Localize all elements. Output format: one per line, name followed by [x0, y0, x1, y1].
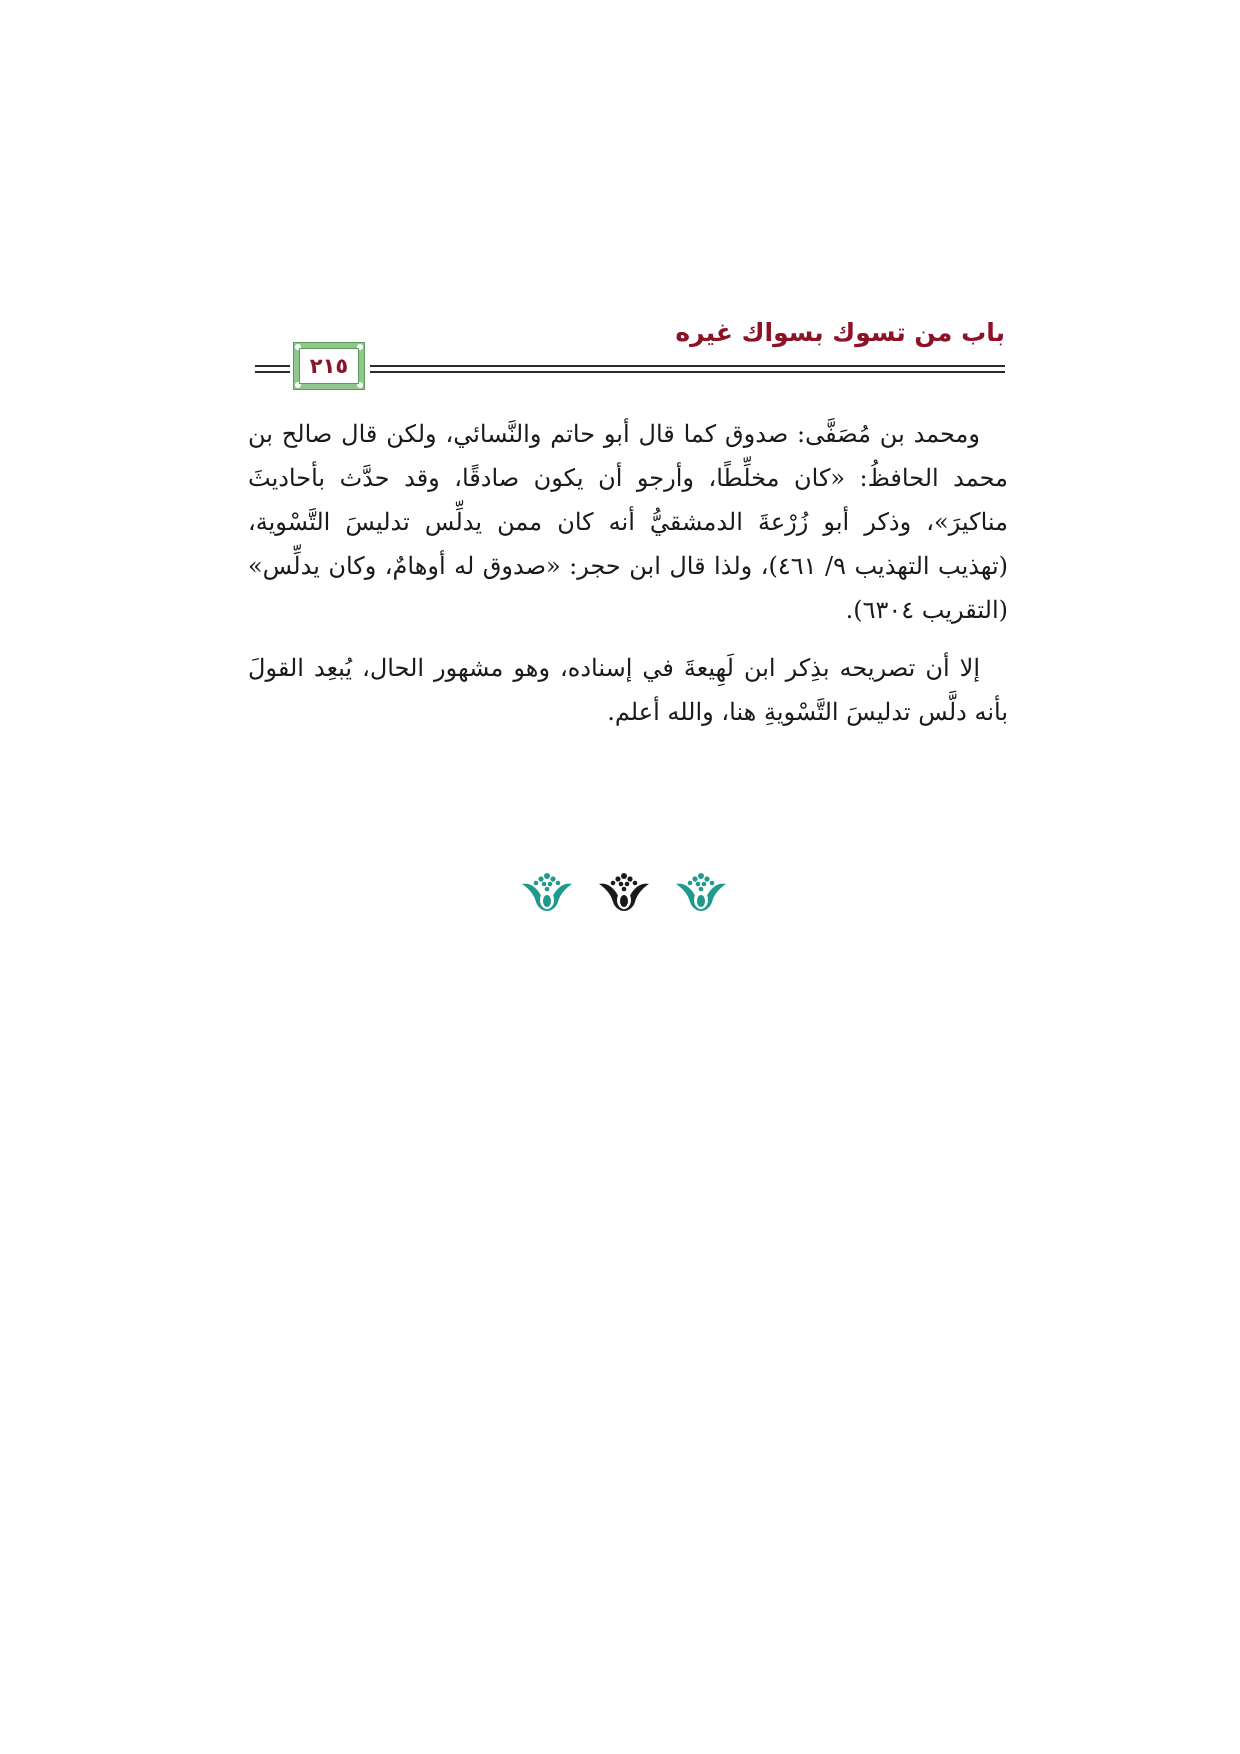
body-text: [248, 412, 1008, 734]
paragraph: إلا أن تصريحه بذِكر ابن لَهِيعةَ في إسناده، وهو مشهور الحال، يُبعِد القولَ بأنه دلَّس تدليسَ التَّسْويةِ هنا، والله أعلم.: [248, 654, 1008, 726]
page-number: ٢١٥: [299, 348, 359, 384]
floral-ornament-icon: [674, 870, 728, 912]
chapter-title: باب من تسوك بسواك غيره: [675, 318, 1005, 347]
header-rule-left: [255, 365, 290, 373]
header-rule-right: [370, 365, 1005, 373]
section-end-ornament: [520, 870, 728, 912]
paragraph: ومحمد بن مُصَفَّى: صدوق كما قال أبو حاتم والنَّسائي، ولكن قال صالح بن محمد الحافظُ: «كان مخلِّطًا، وأرجو أن يكون صادقًا، وقد حدَّث بأحاديثَ مناكيرَ»، وذكر أبو زُرْعةَ الدمشقيُّ أنه كان ممن يدلِّس تدليسَ التَّسْوية، (تهذيب التهذيب ٩/ ٤٦١)، ولذا قال ابن حجر: «صدوق له أوهامٌ، وكان يدلِّس» (التقريب ٦٣٠٤).: [248, 420, 1009, 624]
floral-ornament-icon: [520, 870, 574, 912]
floral-ornament-icon: [597, 870, 651, 912]
page-number-frame: [293, 342, 365, 390]
page-header: [255, 318, 1005, 390]
